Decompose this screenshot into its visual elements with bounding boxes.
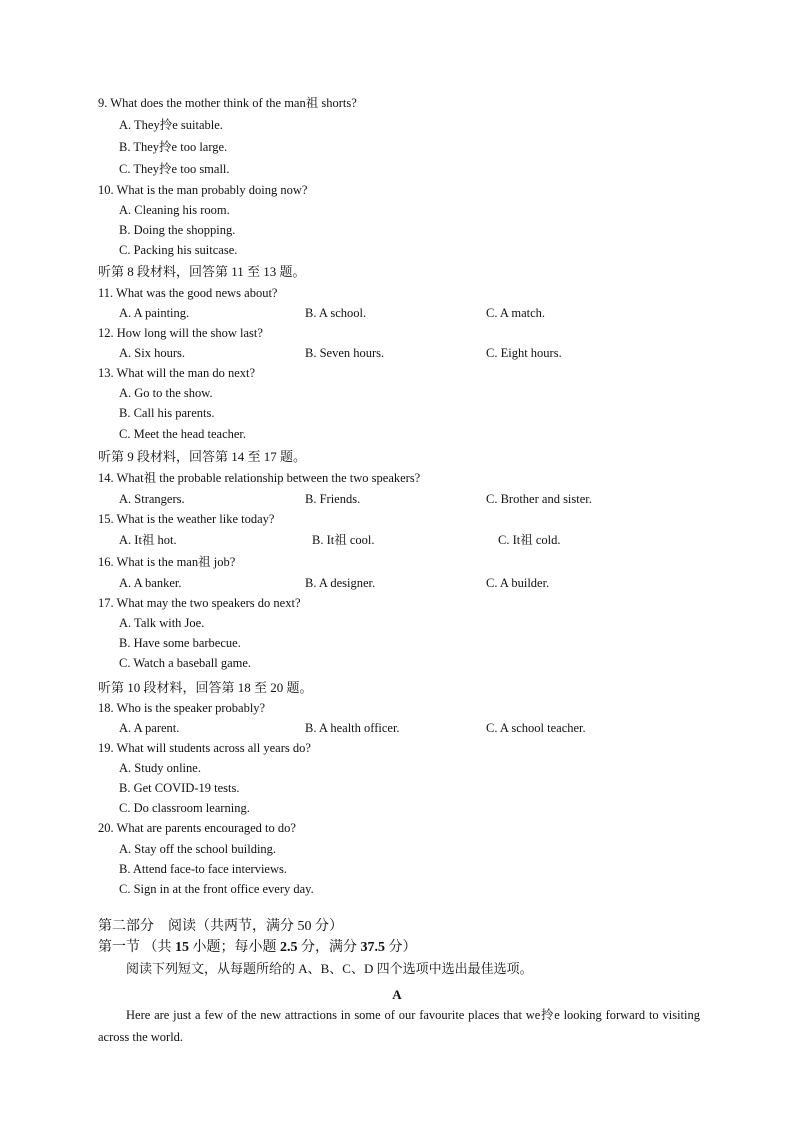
question-9-option-b: B. They拎e too large. (119, 140, 228, 154)
question-14-stem: 14. What祖 the probable relationship between the two speakers? (98, 471, 421, 485)
question-20-stem: 20. What are parents encouraged to do? (98, 821, 296, 835)
question-18-option-a: A. A parent. (119, 721, 180, 735)
question-18-option-b: B. A health officer. (305, 721, 400, 735)
question-11-option-c: C. A match. (486, 306, 546, 320)
question-20-option-a: A. Stay off the school building. (119, 842, 277, 856)
question-14-option-b: B. Friends. (305, 492, 361, 506)
question-20-option-b: B. Attend face-to face interviews. (119, 862, 287, 876)
section-one-per-item: 2.5 (280, 940, 298, 955)
question-17-stem: 17. What may the two speakers do next? (98, 596, 301, 610)
question-10-option-a: A. Cleaning his room. (119, 203, 230, 217)
question-13-option-c: C. Meet the head teacher. (119, 427, 247, 441)
section-one-mid1: 小题；每小题 (189, 940, 280, 955)
question-10-option-b: B. Doing the shopping. (119, 223, 236, 237)
question-18-option-c: C. A school teacher. (486, 721, 586, 735)
question-20-option-c: C. Sign in at the front office every day. (119, 882, 314, 896)
section-one-heading (98, 940, 417, 956)
question-17-option-b: B. Have some barbecue. (119, 636, 241, 650)
section-one-pre: 第一节 （共 (98, 940, 175, 955)
question-11-option-b: B. A school. (305, 306, 367, 320)
passage-label: A (392, 987, 402, 1002)
question-15-option-a: A. It祖 hot. (119, 533, 177, 547)
question-19-option-c: C. Do classroom learning. (119, 801, 250, 815)
question-15-stem: 15. What is the weather like today? (98, 512, 275, 526)
question-9-stem: 9. What does the mother think of the man祖 shorts? (98, 96, 357, 110)
passage-paragraph: Here are just a few of the new attractions in some of our favourite places that we拎e looking forward to visiting across the world. (98, 1008, 700, 1044)
question-16-stem: 16. What is the man祖 job? (98, 555, 236, 569)
section-one-post: 分） (385, 940, 417, 955)
question-13-stem: 13. What will the man do next? (98, 366, 256, 380)
question-15-option-b: B. It祖 cool. (312, 533, 375, 547)
section-8-instruction: 听第 8 段材料，回答第 11 至 13 题。 (98, 264, 306, 279)
question-14-option-c: C. Brother and sister. (486, 492, 592, 506)
question-11-option-a: A. A painting. (119, 306, 190, 320)
section-9-instruction: 听第 9 段材料，回答第 14 至 17 题。 (98, 449, 307, 464)
question-9-option-a: A. They拎e suitable. (119, 118, 223, 132)
question-16-option-c: C. A builder. (486, 576, 550, 590)
question-10-option-c: C. Packing his suitcase. (119, 243, 238, 257)
section-one-count: 15 (175, 940, 189, 955)
question-13-option-b: B. Call his parents. (119, 406, 215, 420)
question-10-stem: 10. What is the man probably doing now? (98, 183, 308, 197)
question-15-option-c: C. It祖 cold. (498, 533, 561, 547)
question-11-stem: 11. What was the good news about? (98, 286, 278, 300)
section-10-instruction: 听第 10 段材料，回答第 18 至 20 题。 (98, 680, 313, 695)
question-19-option-a: A. Study online. (119, 761, 201, 775)
part-two-heading: 第二部分 阅读（共两节，满分 50 分） (98, 919, 343, 934)
question-19-option-b: B. Get COVID-19 tests. (119, 781, 240, 795)
question-18-stem: 18. Who is the speaker probably? (98, 701, 266, 715)
question-12-option-b: B. Seven hours. (305, 346, 385, 360)
question-14-option-a: A. Strangers. (119, 492, 185, 506)
question-12-option-a: A. Six hours. (119, 346, 185, 360)
question-12-stem: 12. How long will the show last? (98, 326, 263, 340)
question-9-option-c: C. They拎e too small. (119, 162, 230, 176)
question-19-stem: 19. What will students across all years do? (98, 741, 311, 755)
question-13-option-a: A. Go to the show. (119, 386, 213, 400)
question-17-option-a: A. Talk with Joe. (119, 616, 205, 630)
question-12-option-c: C. Eight hours. (486, 346, 562, 360)
section-one-total: 37.5 (360, 940, 385, 955)
question-17-option-c: C. Watch a baseball game. (119, 656, 252, 670)
question-16-option-a: A. A banker. (119, 576, 182, 590)
question-16-option-b: B. A designer. (305, 576, 376, 590)
reading-instruction: 阅读下列短文，从每题所给的 A、B、C、D 四个选项中选出最佳选项。 (126, 961, 533, 976)
section-one-mid2: 分，满分 (297, 940, 361, 955)
